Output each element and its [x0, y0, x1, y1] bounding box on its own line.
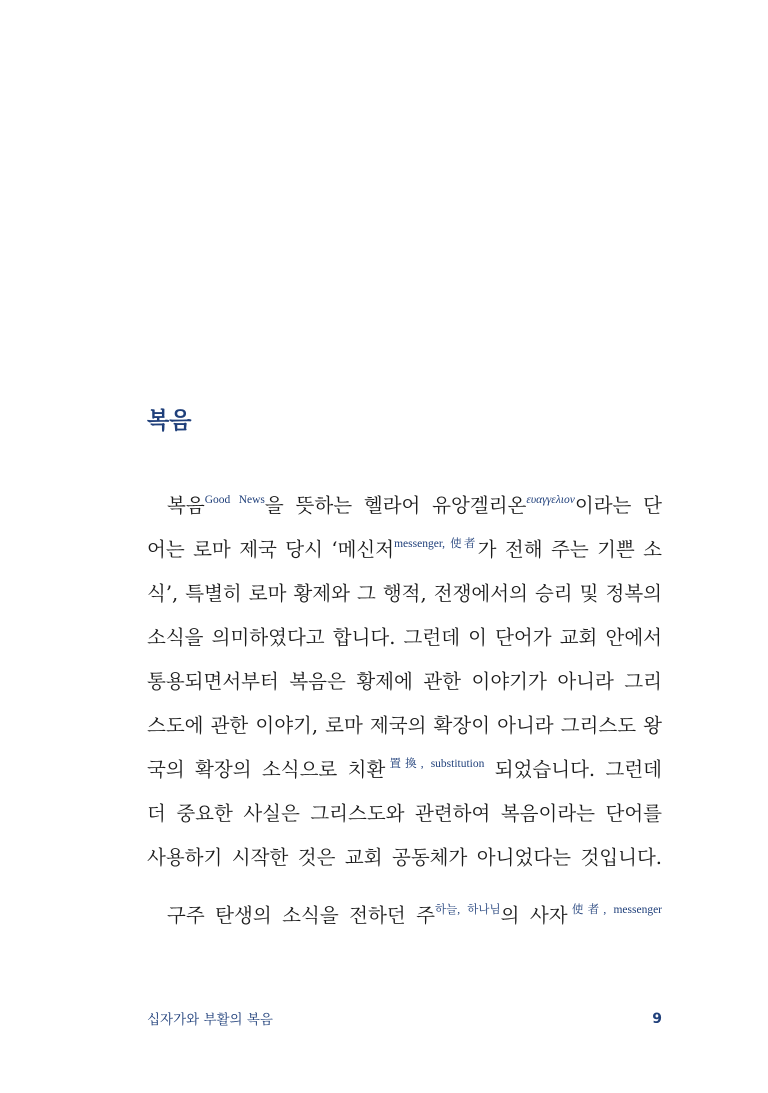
line-text: 식’, 특별히 로마 황제와 그 행적, 전쟁에서의 승리 및 정복의 [147, 582, 662, 605]
paragraph-line [147, 532, 662, 576]
line-text: 구주 탄생의 소식을 전하던 주 [167, 904, 435, 927]
line-text: 더 중요한 사실은 그리스도와 관련하여 복음이라는 단어를 [147, 802, 662, 825]
section-heading: 복음 [147, 408, 192, 434]
body-paragraph-2 [147, 898, 662, 942]
line-text: 소식을 의미하였다고 합니다. 그런데 이 단어가 교회 안에서 [147, 626, 662, 649]
line-text: 이라는 단 [574, 494, 663, 517]
paragraph-line [147, 620, 662, 664]
inline-gloss-greek: ευαγγελιον [526, 494, 575, 506]
paragraph-line [147, 840, 662, 884]
line-text: 을 뜻하는 헬라어 유앙겔리온 [264, 494, 527, 517]
inline-gloss: 하늘, 하나님 [434, 904, 501, 916]
line-text: 되었습니다. 그런데 [484, 758, 662, 781]
page-number: 9 [652, 1011, 662, 1027]
inline-gloss: 置換, substitution [385, 758, 485, 770]
line-text: 의 사자 [500, 904, 568, 927]
paragraph-line [147, 488, 662, 532]
line-text: 스도에 관한 이야기, 로마 제국의 확장이 아니라 그리스도 왕 [147, 714, 662, 737]
line-text: 어는 로마 제국 당시 ‘메신저 [147, 538, 395, 561]
paragraph-line [147, 664, 662, 708]
paragraph-line [147, 898, 662, 942]
paragraph-line [147, 708, 662, 752]
body-paragraph-1 [147, 488, 662, 884]
paragraph-line [147, 796, 662, 840]
inline-gloss: 使者, messenger [567, 904, 663, 916]
line-text: 국의 확장의 소식으로 치환 [147, 758, 386, 781]
line-text: 가 전해 주는 기쁜 소 [477, 538, 663, 561]
inline-gloss: Good News [204, 494, 265, 506]
paragraph-line [147, 752, 662, 796]
footer-book-title: 십자가와 부활의 복음 [147, 1012, 273, 1028]
line-text: 통용되면서부터 복음은 황제에 관한 이야기가 아니라 그리 [147, 670, 662, 693]
line-text: 사용하기 시작한 것은 교회 공동체가 아니었다는 것입니다. [147, 846, 662, 869]
paragraph-line [147, 576, 662, 620]
line-text: 복음 [167, 494, 205, 517]
inline-gloss: messenger, 使者 [394, 538, 478, 550]
